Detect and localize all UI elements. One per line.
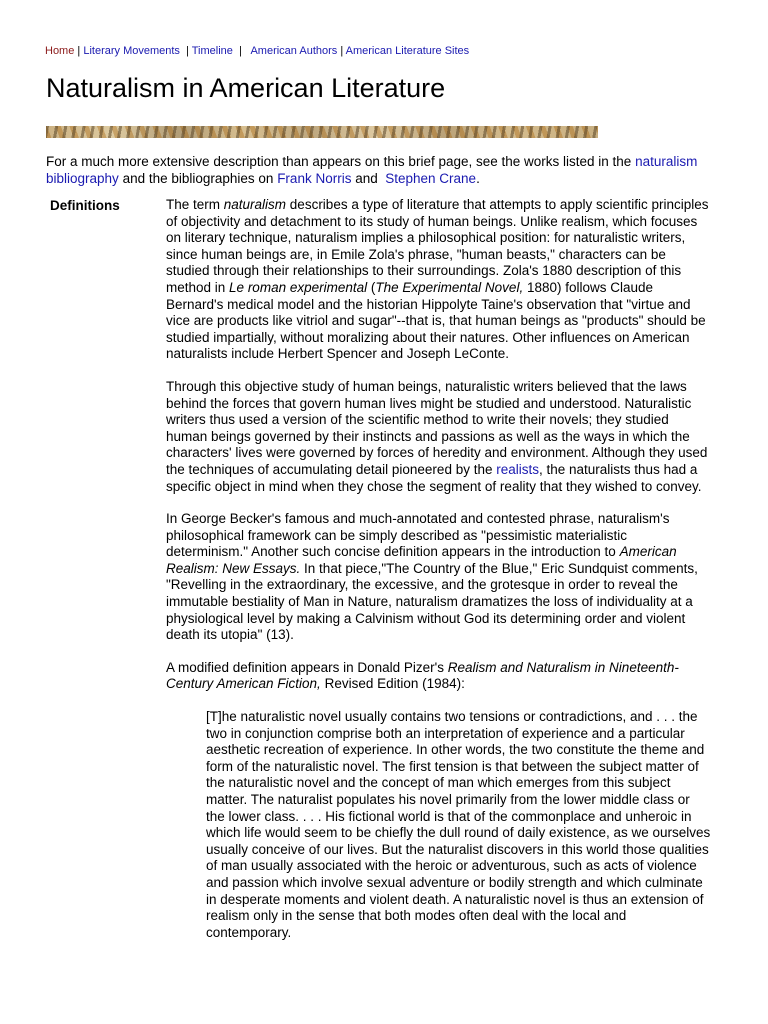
top-nav (45, 44, 469, 58)
emphasis: The Experimental Novel, (375, 279, 524, 295)
page-title: Naturalism in American Literature (46, 73, 446, 103)
emphasis: Le roman experimental (229, 279, 368, 295)
naturalism-bibliography-link[interactable]: naturalism bibliography (46, 154, 698, 186)
intro-text: and the bibliographies on (118, 171, 278, 186)
emphasis: Realism and Naturalism in Nineteenth-Century American Fiction, (166, 659, 679, 692)
nav-link-literary-movements[interactable]: Literary Movements (83, 45, 180, 57)
text: describes a type of literature that attempts to apply scientific principles of objectivity and detachment to its study of human beings. Unlike realism, which focuses on literary technique, naturalism implies a philosophical position: for naturalistic writers, since human beings are, in Emile Zola's phrase, "human beasts," characters can be studied through their relationships to their surroundings. Zola's 1880 description of this method in (166, 197, 709, 295)
nav-link-timeline[interactable]: Timeline (191, 45, 233, 57)
intro-paragraph (46, 153, 706, 187)
text: In that piece,"The Country of the Blue," Eric Sundquist comments, "Revelling in the extraordinary, the excessive, and the grotesque in order to reveal the immutable bestiality of Man in Nature, naturalism dramatizes the loss of individuality at a physiological level by making a Calvinism without God its determining order and violent death its utopia" (13). (166, 560, 698, 643)
text: , the naturalists thus had a specific object in mind when they chose the segment of reality that they wished to convey. (166, 461, 702, 494)
nav-separator: | (337, 45, 346, 57)
nav-separator: | (232, 45, 251, 57)
text: Revised Edition (1984): (320, 676, 465, 692)
intro-text: and (351, 171, 386, 186)
emphasis: American Realism: New Essays. (166, 544, 677, 576)
stephen-crane-link[interactable]: Stephen Crane (385, 171, 477, 186)
paragraph-3 (166, 511, 712, 644)
definitions-body (166, 197, 712, 941)
paragraph-1 (166, 197, 712, 363)
nav-link-home[interactable]: Home (45, 45, 75, 57)
realists-link[interactable]: realists (496, 461, 539, 477)
frank-norris-link[interactable]: Frank Norris (277, 171, 352, 186)
nav-link-american-authors[interactable]: American Authors (250, 45, 338, 57)
text: A modified definition appears in Donald Pizer's (166, 659, 448, 675)
text: In George Becker's famous and much-annotated and contested phrase, naturalism's philosophical framework can be simply described as "pessimistic materialistic determinism." Another such concise definition appears in the introduction to (166, 511, 670, 560)
nav-link-american-literature-sites[interactable]: American Literature Sites (345, 45, 470, 57)
text: 1880) follows Claude Bernard's medical model and the historian Hippolyte Taine's observation that "virtue and vice are products like vitriol and sugar"--that is, that human beings as "products" should be studied impartially, without moralizing about their natures. Other influences on American naturalists include Herbert Spencer and Joseph LeConte. (166, 279, 706, 362)
decorative-banner (46, 126, 598, 138)
pizer-quote: [T]he naturalistic novel usually contains two tensions or contradictions, and . . . the two in conjunction comprise both an interpretation of experience and a particular aesthetic recreation of experience. In other words, the two constitute the theme and form of the naturalistic novel. The first tension is that between the subject matter of the naturalistic novel and the concept of man which emerges from this subject matter. The naturalist populates his novel primarily from the lower middle class or the lower class. . . . His fictional world is that of the commonplace and unheroic in which life would seem to be chiefly the dull round of daily existence, as we ourselves usually conceive of our lives. But the naturalist discovers in this world those qualities of man usually associated with the heroic or adventurous, such as acts of violence and passion which involve sexual adventure or bodily strength and which culminate in desperate moments and violent death. A naturalistic novel is thus an extension of realism only in the sense that both modes often deal with the local and contemporary. (206, 709, 711, 940)
emphasis: naturalism (223, 197, 287, 212)
definitions-label: Definitions (50, 198, 120, 213)
intro-text: For a much more extensive description than appears on this brief page, see the works listed in the (46, 154, 636, 169)
intro-text: . (476, 171, 480, 186)
nav-separator: | (74, 45, 84, 57)
text: The term (166, 197, 224, 212)
text: ( (367, 279, 376, 295)
nav-separator: | (179, 45, 192, 57)
paragraph-4 (166, 660, 712, 693)
paragraph-2 (166, 379, 712, 495)
text: Through this objective study of human beings, naturalistic writers believed that the laws behind the forces that govern human lives might be studied and understood. Naturalistic writers thus used a version of the scientific method to write their novels; they studied human beings governed by their instincts and passions as well as the ways in which the characters' lives were governed by forces of heredity and environment. Although they used the techniques of accumulating detail pioneered by the (166, 378, 708, 477)
